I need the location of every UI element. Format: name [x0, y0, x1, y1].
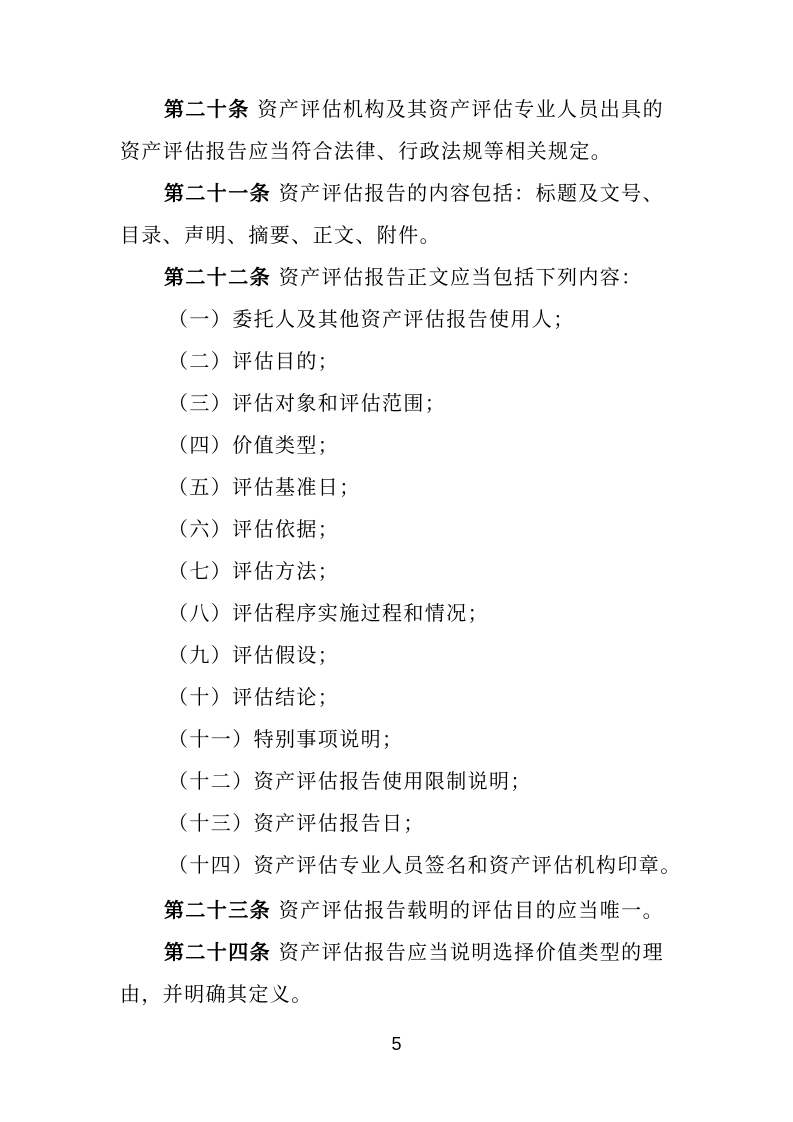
- list-item: （十一）特别事项说明；: [168, 727, 404, 751]
- article-24-text-1: 资产评估报告应当说明选择价值类型的理: [278, 940, 664, 964]
- article-24-line-2: 由，并明确其定义。: [120, 982, 313, 1006]
- list-item: （三）评估对象和评估范围；: [168, 391, 447, 415]
- article-21-heading: 第二十一条: [164, 181, 271, 205]
- article-21-line-2: 目录、声明、摘要、正文、附件。: [120, 223, 441, 247]
- list-item: （六）评估依据；: [168, 517, 340, 541]
- article-23-heading: 第二十三条: [164, 898, 271, 922]
- article-21-line-1: [164, 179, 664, 207]
- list-item: （七）评估方法；: [168, 559, 340, 583]
- article-24-heading: 第二十四条: [164, 940, 271, 964]
- article-20-line-1: [164, 95, 664, 123]
- list-item: （十）评估结论；: [168, 685, 340, 709]
- article-22-line-1: [164, 263, 643, 291]
- list-item: （十三）资产评估报告日；: [168, 811, 425, 835]
- list-item: （十二）资产评估报告使用限制说明；: [168, 769, 532, 793]
- article-23-line-1: [164, 896, 664, 924]
- article-21-text-1: 资产评估报告的内容包括：标题及文号、: [278, 181, 664, 205]
- list-item: （一）委托人及其他资产评估报告使用人；: [168, 307, 575, 331]
- list-item: （四）价值类型；: [168, 433, 340, 457]
- list-item: （五）评估基准日；: [168, 475, 361, 499]
- article-22-heading: 第二十二条: [164, 265, 271, 289]
- article-23-text-1: 资产评估报告载明的评估目的应当唯一。: [278, 898, 664, 922]
- article-20-text-1: 资产评估机构及其资产评估专业人员出具的: [257, 97, 664, 121]
- article-20-heading: 第二十条: [164, 97, 250, 121]
- article-24-line-1: [164, 938, 664, 966]
- list-item: （十四）资产评估专业人员签名和资产评估机构印章。: [168, 853, 682, 877]
- list-item: （九）评估假设；: [168, 643, 340, 667]
- list-item: （二）评估目的；: [168, 349, 340, 373]
- article-20-line-2: 资产评估报告应当符合法律、行政法规等相关规定。: [120, 139, 613, 163]
- page-number: 5: [391, 1034, 402, 1054]
- list-item: （八）评估程序实施过程和情况；: [168, 601, 489, 625]
- article-22-text-1: 资产评估报告正文应当包括下列内容：: [278, 265, 643, 289]
